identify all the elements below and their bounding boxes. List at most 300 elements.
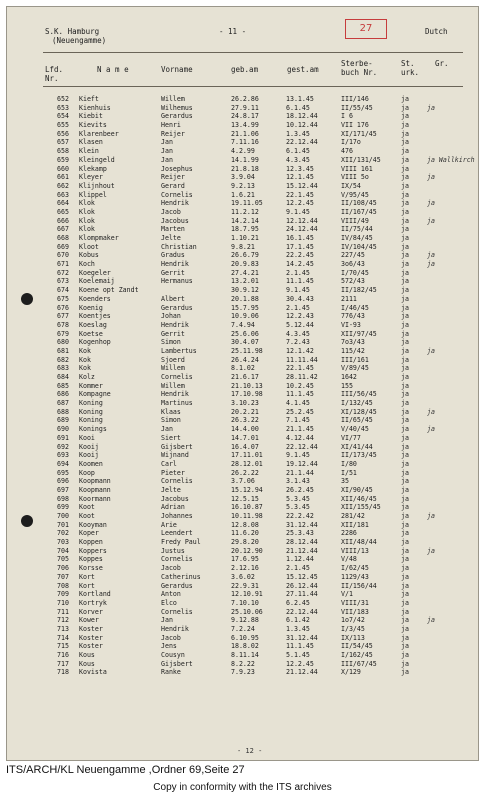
entry-number: 658 [57, 147, 69, 156]
table-row [7, 304, 478, 313]
first-name: Jelte [161, 234, 181, 242]
surname: Kloot [79, 242, 99, 251]
certificate-flag: ja [401, 529, 409, 538]
surname: Koster [79, 642, 103, 651]
table-row [7, 599, 478, 608]
certificate-flag: ja [401, 616, 409, 625]
certificate-flag: ja [401, 468, 409, 477]
death-register-number: 1642 [341, 373, 357, 381]
grave-note: ja [427, 407, 435, 416]
entry-number: 657 [57, 138, 69, 147]
table-row [7, 147, 478, 156]
entry-number: 654 [57, 112, 69, 121]
entry-number: 678 [57, 320, 69, 329]
table-row [7, 416, 478, 425]
death-register-number: I 6 [341, 112, 353, 121]
surname: Kogenhop [79, 338, 111, 347]
birth-date: 16.4.07 [231, 442, 259, 451]
entry-number: 669 [57, 242, 69, 251]
table-row [7, 286, 478, 295]
certificate-flag: ja [401, 277, 409, 286]
birth-date: 9.12.88 [231, 616, 259, 625]
death-date: 4.3.45 [286, 155, 310, 164]
first-name: Gijsbert [161, 659, 193, 668]
death-register-number: VI/77 [341, 433, 361, 442]
birth-date: 27.4.21 [231, 268, 259, 277]
death-date: 6.1.45 [286, 147, 310, 156]
birth-date: 13.2.01 [231, 277, 259, 286]
table-row [7, 295, 478, 304]
death-date: 5.1.45 [286, 651, 310, 659]
birth-date: 10.9.06 [231, 312, 259, 321]
death-date: 10.2.45 [286, 381, 314, 390]
camp-name: S.K. Hamburg [45, 27, 100, 36]
first-name: Hendrik [161, 320, 189, 329]
death-date: 24.12.44 [286, 225, 318, 234]
grave-note: ja [427, 346, 435, 355]
birth-date: 18.8.02 [231, 642, 259, 651]
first-name: Willem [161, 381, 185, 390]
table-row [7, 573, 478, 582]
surname: Kompagne [79, 390, 111, 399]
first-name: Jacob [161, 564, 181, 573]
entry-number: 653 [57, 103, 69, 112]
birth-date: 21.1.06 [231, 129, 259, 138]
death-date: 16.1.45 [286, 234, 314, 242]
birth-date: 3.6.02 [231, 572, 255, 581]
certificate-flag: ja [401, 112, 409, 121]
table-row [7, 564, 478, 573]
death-date: 22.12.44 [286, 138, 318, 147]
death-date: 3.1.43 [286, 477, 310, 486]
table-row [7, 269, 478, 278]
certificate-flag: ja [401, 260, 409, 269]
certificate-flag: ja [401, 564, 409, 573]
death-register-number: II/167/45 [341, 207, 377, 216]
death-date: 13.1.45 [286, 95, 314, 103]
death-register-number: I/46/45 [341, 303, 369, 312]
entry-number: 718 [57, 668, 69, 677]
table-row [7, 503, 478, 512]
surname: Kienhuis [79, 103, 111, 112]
entry-number: 684 [57, 373, 69, 381]
table-row [7, 443, 478, 452]
first-name: Gerrit [161, 329, 185, 338]
entry-number: 674 [57, 286, 69, 295]
birth-date: 3.7.06 [231, 477, 255, 486]
surname: Kolz [79, 373, 95, 381]
table-row [7, 608, 478, 617]
entry-number: 675 [57, 294, 69, 303]
first-name: Hendrik [161, 199, 189, 208]
birth-date: 16.10.87 [231, 503, 263, 512]
death-date: 11.1.45 [286, 642, 314, 651]
certificate-flag: ja [401, 286, 409, 295]
certificate-flag: ja [401, 373, 409, 381]
death-date: 9.1.45 [286, 207, 310, 216]
first-name: Adrian [161, 503, 185, 512]
entry-number: 683 [57, 364, 69, 373]
table-row [7, 312, 478, 321]
death-register-number: III/67/45 [341, 659, 377, 668]
col-sterbe-header: Sterbe- [341, 59, 373, 68]
death-register-number: XII/48/44 [341, 538, 377, 547]
death-date: 22.12.44 [286, 607, 318, 616]
col-st-header: St. [401, 59, 415, 68]
certificate-flag: ja [401, 190, 409, 199]
certificate-flag: ja [401, 251, 409, 260]
death-date: 7.2.43 [286, 338, 310, 347]
surname: Koormann [79, 494, 111, 503]
birth-date: 25.6.06 [231, 329, 259, 338]
grave-note: ja Wallkirch [427, 155, 475, 164]
death-date: 12.1.42 [286, 346, 314, 355]
death-date: 2.1.45 [286, 268, 310, 277]
certificate-flag: ja [401, 520, 409, 529]
death-date: 22.12.44 [286, 442, 318, 451]
death-register-number: VII/183 [341, 607, 369, 616]
death-date: 22.1.45 [286, 364, 314, 373]
death-register-number: II/54/45 [341, 642, 373, 651]
birth-date: 26.2.86 [231, 95, 259, 103]
surname: Kortland [79, 590, 111, 599]
first-name: Jan [161, 155, 173, 164]
death-date: 5.12.44 [286, 320, 314, 329]
birth-date: 28.12.01 [231, 459, 263, 468]
table-row [7, 434, 478, 443]
first-name: Hendrik [161, 390, 189, 399]
death-date: 25.2.45 [286, 407, 314, 416]
birth-date: 27.9.11 [231, 103, 259, 112]
first-name: Carl [161, 459, 177, 468]
death-register-number: VII 176 [341, 121, 369, 130]
death-date: 1.12.44 [286, 555, 314, 564]
certificate-flag: ja [401, 207, 409, 216]
grave-note: ja [427, 216, 435, 225]
birth-date: 30.4.07 [231, 338, 259, 347]
first-name: Gradus [161, 251, 185, 260]
death-date: 31.12.44 [286, 520, 318, 529]
table-row [7, 477, 478, 486]
death-register-number: VI-93 [341, 320, 361, 329]
death-register-number: 115/42 [341, 346, 365, 355]
certificate-flag: ja [401, 572, 409, 581]
birth-date: 29.8.20 [231, 538, 259, 547]
birth-date: 26.2.22 [231, 468, 259, 477]
certificate-flag: ja [401, 346, 409, 355]
surname: Korver [79, 607, 103, 616]
table-row [7, 651, 478, 660]
first-name: Gerard [161, 181, 185, 190]
birth-date: 20.9.83 [231, 260, 259, 269]
death-register-number: 776/43 [341, 312, 365, 321]
entry-number: 703 [57, 538, 69, 547]
death-register-number: XII/155/45 [341, 503, 381, 512]
table-row [7, 321, 478, 330]
header-rule-bottom [43, 86, 463, 87]
table-row [7, 538, 478, 547]
entry-number: 698 [57, 494, 69, 503]
first-name: Gerardus [161, 581, 193, 590]
entry-number: 665 [57, 207, 69, 216]
birth-date: 7.4.94 [231, 320, 255, 329]
table-row [7, 121, 478, 130]
birth-date: 14.2.14 [231, 216, 259, 225]
table-row [7, 399, 478, 408]
col-name-header: N a m e [97, 65, 129, 74]
first-name: Justus [161, 546, 185, 555]
death-date: 12.1.45 [286, 173, 314, 182]
surname: Kooij [79, 451, 99, 460]
birth-date: 19.11.05 [231, 199, 263, 208]
grave-note: ja [427, 199, 435, 208]
first-name: Wilhemus [161, 103, 193, 112]
table-row [7, 356, 478, 365]
death-register-number: II/156/44 [341, 581, 377, 590]
death-register-number: I/17o [341, 138, 361, 147]
certificate-flag: ja [401, 451, 409, 460]
birth-date: 11.2.12 [231, 207, 259, 216]
birth-date: 18.7.95 [231, 225, 259, 234]
entry-number: 707 [57, 572, 69, 581]
certificate-flag: ja [401, 225, 409, 234]
death-register-number: II/173/45 [341, 451, 377, 460]
entry-number: 711 [57, 607, 69, 616]
death-register-number: I/132/45 [341, 399, 373, 408]
death-date: 31.12.44 [286, 633, 318, 642]
certificate-flag: ja [401, 199, 409, 208]
col-gest-header: gest.am [287, 65, 319, 74]
certificate-flag: ja [401, 95, 409, 103]
surname: Koster [79, 624, 103, 633]
grave-note: ja [427, 546, 435, 555]
surname: Klippel [79, 190, 107, 199]
col-sterbe-header-2: buch Nr. [341, 68, 378, 77]
death-register-number: 7o3/43 [341, 338, 365, 347]
first-name: Reijer [161, 129, 185, 138]
death-date: 11.11.44 [286, 355, 318, 364]
first-name: Catherinus [161, 572, 201, 581]
entry-number: 689 [57, 416, 69, 425]
certificate-flag: ja [401, 364, 409, 373]
certificate-flag: ja [401, 581, 409, 590]
birth-date: 30.9.12 [231, 286, 259, 295]
grave-note: ja [427, 425, 435, 434]
birth-date: 1.6.21 [231, 190, 255, 199]
table-row [7, 486, 478, 495]
table-row [7, 243, 478, 252]
surname: Koning [79, 416, 103, 425]
death-register-number: IV/104/45 [341, 242, 377, 251]
table-row [7, 95, 478, 104]
table-row [7, 555, 478, 564]
death-date: 12.2.45 [286, 659, 314, 668]
surname: Koster [79, 633, 103, 642]
page-marker: - 11 - [219, 27, 247, 36]
first-name: Cornelis [161, 373, 193, 381]
death-date: 12.2.43 [286, 312, 314, 321]
death-date: 12.12.44 [286, 216, 318, 225]
table-row [7, 225, 478, 234]
death-date: 9.1.45 [286, 286, 310, 295]
register-table [7, 95, 478, 677]
death-date: 5.3.45 [286, 494, 310, 503]
death-date: 12.2.45 [286, 199, 314, 208]
header-rule-top [43, 52, 463, 53]
entry-number: 686 [57, 390, 69, 399]
certificate-flag: ja [401, 459, 409, 468]
birth-date: 22.9.31 [231, 581, 259, 590]
first-name: Elco [161, 598, 177, 607]
certificate-flag: ja [401, 642, 409, 651]
first-name: Cornelis [161, 477, 193, 486]
birth-date: 21.8.18 [231, 164, 259, 173]
birth-date: 7.10.10 [231, 598, 259, 607]
death-register-number: I/162/45 [341, 651, 373, 659]
entry-number: 670 [57, 251, 69, 260]
first-name: Hendrik [161, 624, 189, 633]
birth-date: 2.12.16 [231, 564, 259, 573]
birth-date: 9.2.13 [231, 181, 255, 190]
entry-number: 700 [57, 512, 69, 520]
death-register-number: 35 [341, 477, 349, 486]
death-register-number: VIII/31 [341, 598, 369, 607]
table-row [7, 191, 478, 200]
conformity-note: Copy in conformity with the ITS archives [153, 782, 332, 793]
certificate-flag: ja [401, 147, 409, 156]
entry-number: 691 [57, 433, 69, 442]
entry-number: 681 [57, 346, 69, 355]
birth-date: 15.7.95 [231, 303, 259, 312]
surname: Koning [79, 399, 103, 408]
first-name: Gerrit [161, 268, 185, 277]
certificate-flag: ja [401, 294, 409, 303]
first-name: Marten [161, 225, 185, 234]
first-name: Jacob [161, 633, 181, 642]
death-date: 5.3.45 [286, 503, 310, 512]
first-name: Henri [161, 121, 181, 130]
first-name: Cousyn [161, 651, 185, 659]
death-register-number: 3o6/43 [341, 260, 365, 269]
birth-date: 20.2.21 [231, 407, 259, 416]
surname: Klok [79, 216, 95, 225]
surname: Kooij [79, 442, 99, 451]
certificate-flag: ja [401, 338, 409, 347]
death-date: 14.2.45 [286, 260, 314, 269]
entry-number: 696 [57, 477, 69, 486]
surname: Konings [79, 425, 107, 434]
death-register-number: XI/90/45 [341, 485, 373, 494]
surname: Koppes [79, 555, 103, 564]
certificate-flag: ja [401, 546, 409, 555]
birth-date: 7.2.24 [231, 624, 255, 633]
certificate-flag: ja [401, 390, 409, 399]
surname: Koelemaij [79, 277, 115, 286]
death-date: 26.2.45 [286, 485, 314, 494]
certificate-flag: ja [401, 399, 409, 408]
certificate-flag: ja [401, 155, 409, 164]
entry-number: 697 [57, 485, 69, 494]
grave-note: ja [427, 512, 435, 520]
table-row [7, 104, 478, 113]
death-register-number: II/75/44 [341, 225, 373, 234]
certificate-flag: ja [401, 303, 409, 312]
birth-date: 13.4.99 [231, 121, 259, 130]
nationality-label: Dutch [425, 27, 448, 36]
first-name: Albert [161, 294, 185, 303]
entry-number: 713 [57, 624, 69, 633]
death-date: 9.1.45 [286, 451, 310, 460]
first-name: Sjoerd [161, 355, 185, 364]
table-row [7, 138, 478, 147]
surname: Kok [79, 364, 91, 373]
surname: Klein [79, 147, 99, 156]
death-register-number: V/89/45 [341, 364, 369, 373]
surname: Kower [79, 616, 99, 625]
first-name: Wijnand [161, 451, 189, 460]
entry-number: 701 [57, 520, 69, 529]
birth-date: 25.10.06 [231, 607, 263, 616]
grave-note: ja [427, 103, 435, 112]
surname: Klarenbeer [79, 129, 119, 138]
death-date: 22.2.42 [286, 512, 314, 520]
death-register-number: XI/171/45 [341, 129, 377, 138]
certificate-flag: ja [401, 538, 409, 547]
certificate-flag: ja [401, 103, 409, 112]
birth-date: 8.2.22 [231, 659, 255, 668]
certificate-flag: ja [401, 312, 409, 321]
surname: Klok [79, 225, 95, 234]
death-date: 4.12.44 [286, 433, 314, 442]
first-name: Jens [161, 642, 177, 651]
death-register-number: XII/131/45 [341, 155, 381, 164]
death-register-number: VIII 161 [341, 164, 373, 173]
entry-number: 716 [57, 651, 69, 659]
entry-number: 682 [57, 355, 69, 364]
death-date: 15.12.44 [286, 181, 318, 190]
birth-date: 3.10.23 [231, 399, 259, 408]
surname: Koeslag [79, 320, 107, 329]
death-register-number: I/80 [341, 459, 357, 468]
grave-note: ja [427, 251, 435, 260]
entry-number: 699 [57, 503, 69, 512]
table-row [7, 451, 478, 460]
birth-date: 11.6.20 [231, 529, 259, 538]
entry-number: 652 [57, 95, 69, 103]
death-date: 10.12.44 [286, 121, 318, 130]
certificate-flag: ja [401, 164, 409, 173]
death-register-number: 1o7/42 [341, 616, 365, 625]
table-row [7, 156, 478, 165]
death-register-number: 476 [341, 147, 353, 156]
birth-date: 12.10.91 [231, 590, 263, 599]
surname: Kous [79, 651, 95, 659]
table-row [7, 347, 478, 356]
death-date: 28.11.42 [286, 373, 318, 381]
table-row [7, 634, 478, 643]
death-register-number: I/70/45 [341, 268, 369, 277]
certificate-flag: ja [401, 173, 409, 182]
first-name: Johannes [161, 512, 193, 520]
entry-number: 712 [57, 616, 69, 625]
first-name: Gerardus [161, 112, 193, 121]
entry-number: 680 [57, 338, 69, 347]
col-vorname-header: Vorname [161, 65, 193, 74]
death-date: 4.1.45 [286, 399, 310, 408]
first-name: Gerardus [161, 303, 193, 312]
death-date: 22.2.45 [286, 251, 314, 260]
table-row [7, 529, 478, 538]
